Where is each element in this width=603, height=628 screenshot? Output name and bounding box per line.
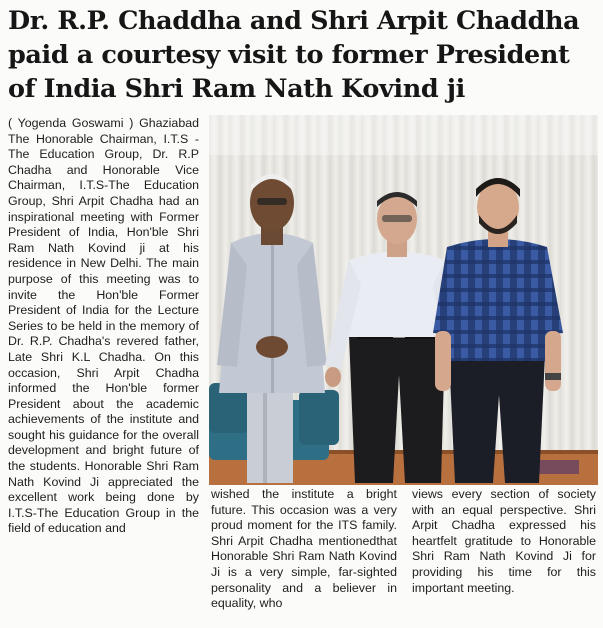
article-headline: Dr. R.P. Chaddha and Shri Arpit Chaddha paid a courtesy visit to former President of India Shri Ram Nath Kovind ji — [8, 6, 580, 104]
article-text-column-2: wished the institute a bright future. This occasion was a very proud moment for the ITS family. Shri Arpit Chadha mentionedthat Honorable Shri Ram Nath Kovind Ji is a very simple, far-sighted personality and a believer in equality, who — [211, 487, 397, 611]
article-column-3 — [412, 487, 596, 627]
article-column-1 — [8, 116, 199, 626]
article-column-2 — [211, 487, 397, 627]
article-photo — [209, 115, 598, 485]
article-text-column-3: views every section of society with an equal perspective. Shri Arpit Chadha expressed his heartfelt gratitude to Honorable Shri Ram Nath Kovind Ji for providing his time for this important meeting. — [412, 487, 596, 595]
article-text-column-1: ( Yogenda Goswami ) Ghaziabad The Honorable Chairman, I.T.S - The Education Group, Dr. R.P Chadha and Honorable Vice Chairman, I.T.S-The Education Group, Shri Arpit Chadha had an inspirational meeting with Former President of India, Hon'ble Shri Ram Nath Kovind ji at his residence in New Delhi. The main purpose of this meeting was to invite the Hon'ble Former President of India for the Lecture Series to be held in the memory of Dr. R.P. Chadha's revered father, Late Shri K.L Chadha. On this occasion, Shri Arpit Chadha informed the Hon'ble former President about the academic achievements of the institute and sought his guidance for the overall development and bright future of the students. Honorable Shri Ram Nath Kovind Ji appreciated the excellent work being done by I.T.S-The Education Group in the field of education and — [8, 116, 199, 536]
